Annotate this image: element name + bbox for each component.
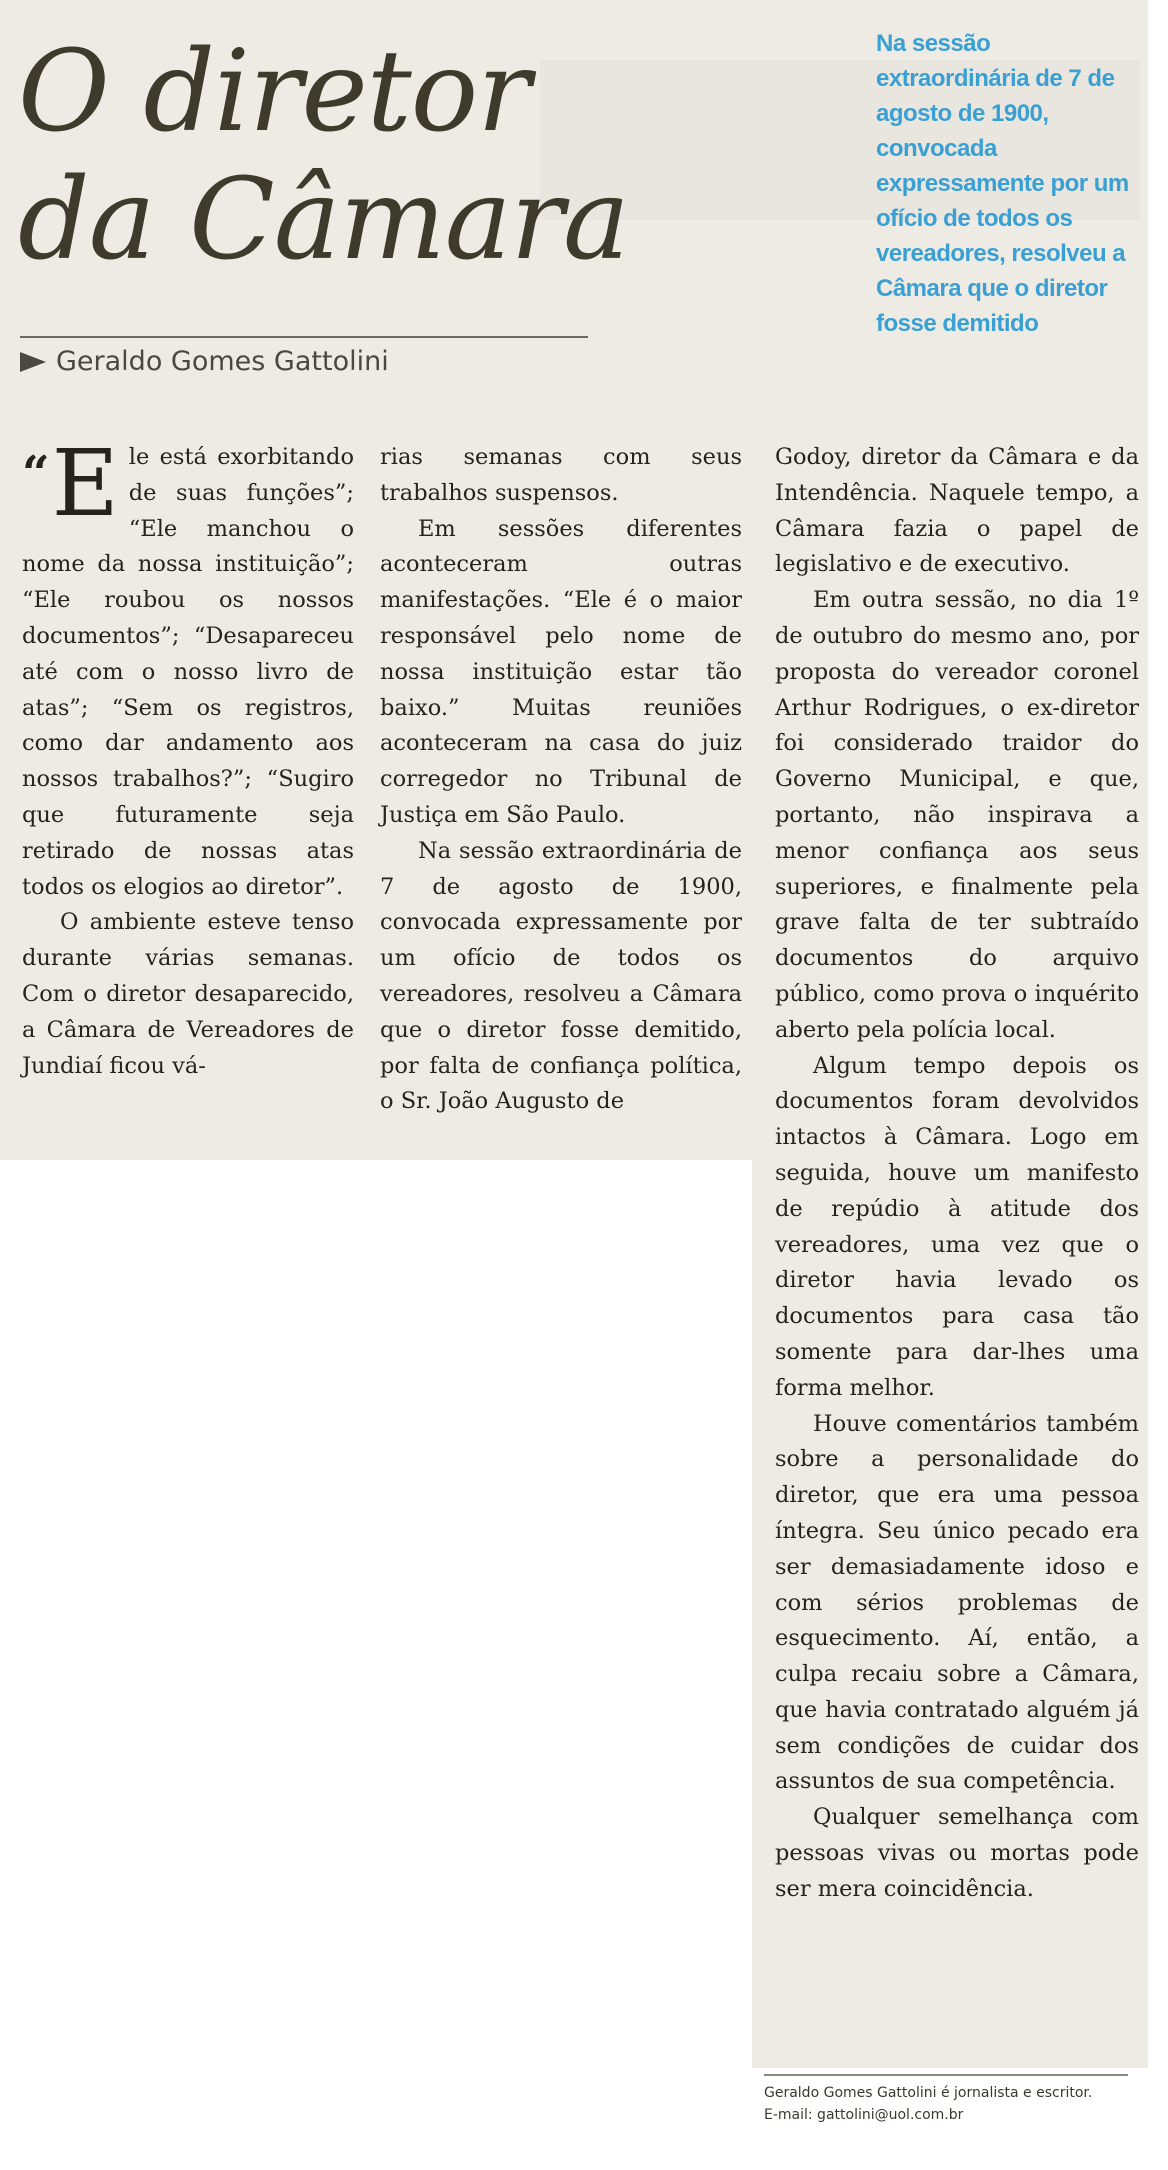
paragraph-text: le está exorbitando de suas funções”; “Ele manchou o nome da nossa instituição”; “Ele roubou os nossos documentos”; “Desapareceu até com o nosso livro de atas”; “Sem os registros, como dar andamento aos nossos trabalhos?”; “Sugiro que futuramente seja retirado de nossas atas todos os elogios ao diretor”. — [22, 444, 354, 900]
arrow-icon — [20, 352, 46, 372]
clipping-cutout — [0, 1160, 752, 2170]
byline — [20, 346, 389, 377]
paragraph: Em outra sessão, no dia 1º de outubro do mesmo ano, por proposta do vereador coronel Arthur Rodrigues, o ex-diretor foi considerado traidor do Governo Municipal, e que, portanto, não inspirava a menor confiança aos seus superiores, e finalmente pela grave falta de ter subtraído documentos do arquivo público, como prova o inquérito aberto pela polícia local. — [775, 587, 1139, 1043]
paragraph: Na sessão extraordinária de 7 de agosto de 1900, convocada expressamente por um ofício de todos os vereadores, resolveu a Câmara que o diretor fosse demitido, por falta de confiança política, o Sr. João Augusto de — [380, 837, 742, 1115]
paragraph: rias semanas com seus trabalhos suspensos. — [380, 444, 742, 506]
paragraph: O ambiente esteve tenso durante várias semanas. Com o diretor desaparecido, a Câmara de Vereadores de Jundiaí ficou vá- — [22, 909, 354, 1079]
author-footer — [764, 2082, 1144, 2126]
headline: O diretor da Câmara — [18, 27, 629, 285]
footer-divider — [764, 2074, 1128, 2076]
paragraph: Houve comentários também sobre a personalidade do diretor, que era uma pessoa íntegra. Seu único pecado era ser demasiadamente idoso e com sérios problemas de esquecimento. Aí, então, a culpa recaiu sobre a Câmara, que havia contratado alguém já sem condições de cuidar dos assuntos de sua competência. — [775, 1410, 1139, 1795]
article-column-2 — [380, 440, 742, 1120]
paragraph: Qualquer semelhança com pessoas vivas ou mortas pode ser mera coincidência. — [775, 1804, 1139, 1902]
article-column-1 — [22, 430, 354, 1084]
paragraph: Algum tempo depois os documentos foram devolvidos intactos à Câmara. Logo em seguida, houve um manifesto de repúdio à atitude dos vereadores, uma vez que o diretor havia levado os documentos para casa tão somente para dar-lhes uma forma melhor. — [775, 1052, 1139, 1401]
drop-cap: E — [51, 430, 119, 537]
paragraph — [22, 430, 354, 905]
open-quote: “ — [22, 446, 50, 502]
headline-divider — [20, 336, 588, 338]
byline-author: Geraldo Gomes Gattolini — [56, 346, 389, 377]
author-bio: Geraldo Gomes Gattolini é jornalista e escritor. — [764, 2085, 1093, 2101]
paragraph: Godoy, diretor da Câmara e da Intendência. Naquele tempo, a Câmara fazia o papel de legislativo e de executivo. — [775, 444, 1139, 578]
pull-quote: Na sessão extraordinária de 7 de agosto de 1900, convocada expressamente por um ofício de todos os vereadores, resolveu a Câmara que o diretor fosse demitido — [876, 30, 1129, 337]
paragraph: Em sessões diferentes aconteceram outras manifestações. “Ele é o maior responsável pelo nome de nossa instituição estar tão baixo.” Muitas reuniões aconteceram na casa do juiz corregedor no Tribunal de Justiça em São Paulo. — [380, 515, 742, 828]
article-column-3 — [775, 440, 1139, 1908]
author-email: E-mail: gattolini@uol.com.br — [764, 2107, 964, 2123]
